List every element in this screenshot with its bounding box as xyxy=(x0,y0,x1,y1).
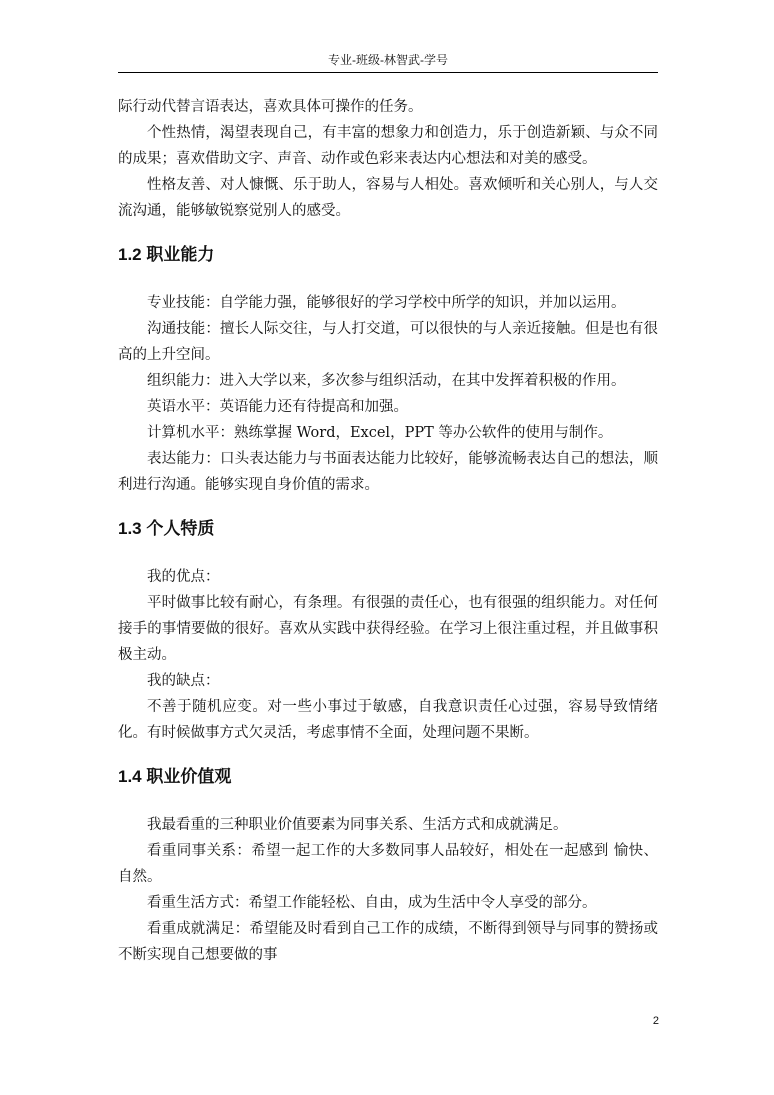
ability-organization: 组织能力：进入大学以来，多次参与组织活动，在其中发挥着积极的作用。 xyxy=(147,373,626,389)
section-heading-1-4: 1.4 职业价值观 xyxy=(118,767,232,786)
intro-paragraph-2: 个性热情，渴望表现自己，有丰富的想象力和创造力，乐于创造新颖、与众不同的成果；喜欢借助文字、声音、动作或色彩来表达内心想法和对美的感受。 xyxy=(118,125,658,167)
weaknesses-label: 我的缺点： xyxy=(147,673,220,689)
strengths-text: 平时做事比较有耐心，有条理。有很强的责任心，也有很强的组织能力。对任何接手的事情要做的很好。喜欢从实践中获得经验。在学习上很注重过程，并且做事积极主动。 xyxy=(118,595,658,663)
intro-paragraph-1: 际行动代替言语表达，喜欢具体可操作的任务。 xyxy=(118,99,423,115)
values-summary: 我最看重的三种职业价值要素为同事关系、生活方式和成就满足。 xyxy=(147,817,568,833)
ability-communication: 沟通技能：擅长人际交往，与人打交道，可以很快的与人亲近接触。但是也有很高的上升空间。 xyxy=(118,321,658,363)
weaknesses-text: 不善于随机应变。对一些小事过于敏感，自我意识责任心过强，容易导致情绪化。有时候做事方式欠灵活，考虑事情不全面，处理问题不果断。 xyxy=(118,699,658,741)
values-colleagues: 看重同事关系：希望一起工作的大多数同事人品较好，相处在一起感到 愉快、自然。 xyxy=(118,843,658,885)
running-header: 专业-班级-林智武-学号 xyxy=(328,53,448,67)
section-heading-1-3: 1.3 个人特质 xyxy=(118,519,215,538)
section-heading-1-2: 1.2 职业能力 xyxy=(118,245,215,264)
values-lifestyle: 看重生活方式：希望工作能轻松、自由，成为生活中令人享受的部分。 xyxy=(147,895,597,911)
ability-english: 英语水平：英语能力还有待提高和加强。 xyxy=(147,399,408,415)
page-number: 2 xyxy=(652,1015,659,1027)
page-body xyxy=(118,94,658,968)
intro-paragraph-3: 性格友善、对人慷慨、乐于助人，容易与人相处。喜欢倾听和关心别人，与人交流沟通，能够敏锐察觉别人的感受。 xyxy=(118,177,658,219)
ability-expression: 表达能力：口头表达能力与书面表达能力比较好，能够流畅表达自己的想法，顺利进行沟通。能够实现自身价值的需求。 xyxy=(118,451,658,493)
header-divider xyxy=(118,72,658,73)
ability-computer: 计算机水平：熟练掌握 Word，Excel，PPT 等办公软件的使用与制作。 xyxy=(147,425,613,441)
strengths-label: 我的优点： xyxy=(147,569,220,585)
values-achievement: 看重成就满足：希望能及时看到自己工作的成绩，不断得到领导与同事的赞扬或不断实现自己想要做的事 xyxy=(118,921,658,963)
ability-professional: 专业技能：自学能力强，能够很好的学习学校中所学的知识，并加以运用。 xyxy=(147,295,626,311)
